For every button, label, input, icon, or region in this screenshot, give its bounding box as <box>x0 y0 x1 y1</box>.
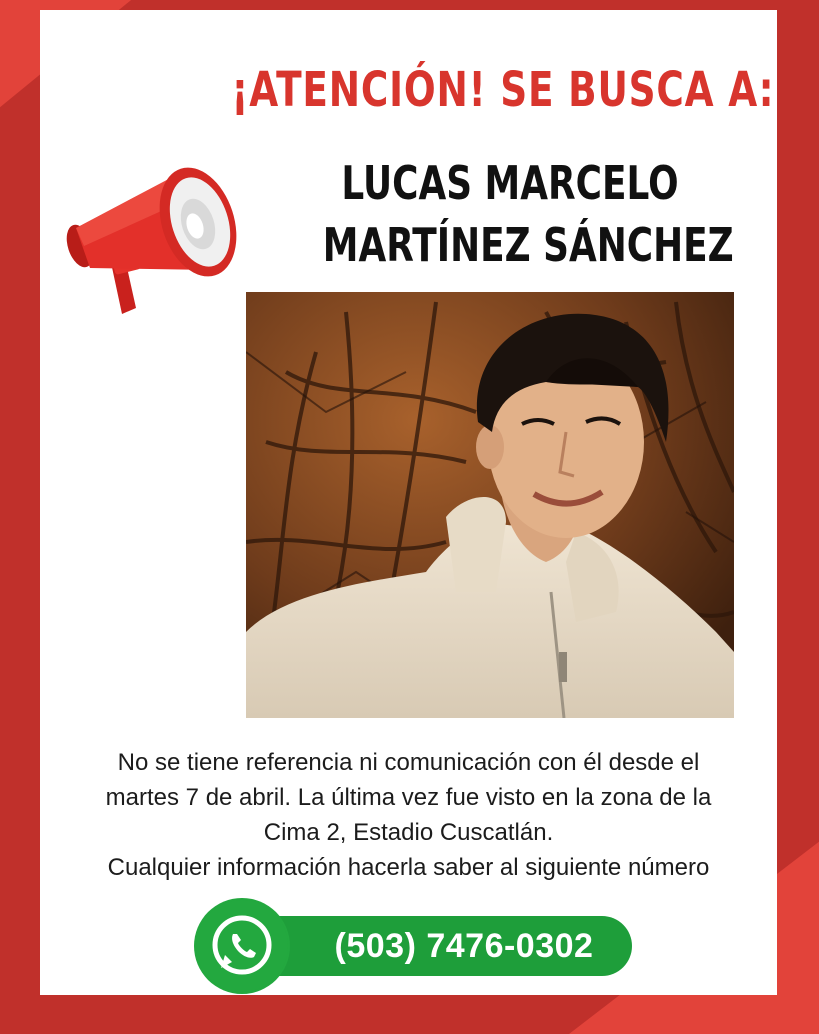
poster-headline: ¡ATENCIÓN! SE BUSCA A: <box>231 62 775 118</box>
missing-person-name-line-2: MARTÍNEZ SÁNCHEZ <box>322 218 734 272</box>
whatsapp-icon <box>194 898 290 994</box>
missing-person-details <box>50 745 767 885</box>
phone-number[interactable]: (503) 7476-0302 <box>334 927 594 965</box>
poster-card <box>40 10 777 995</box>
phone-contact-pill[interactable] <box>238 916 632 976</box>
details-line-1: No se tiene referencia ni comunicación con él desde el <box>117 749 700 776</box>
details-line-3: Cima 2, Estadio Cuscatlán. <box>263 819 554 846</box>
missing-person-photo <box>246 292 734 718</box>
missing-person-name-line-1: LUCAS MARCELO <box>341 156 679 210</box>
details-line-2: martes 7 de abril. La última vez fue visto en la zona de la <box>105 784 712 811</box>
contact-instructions: Cualquier información hacerla saber al siguiente número <box>107 854 710 881</box>
megaphone-icon <box>62 150 242 330</box>
